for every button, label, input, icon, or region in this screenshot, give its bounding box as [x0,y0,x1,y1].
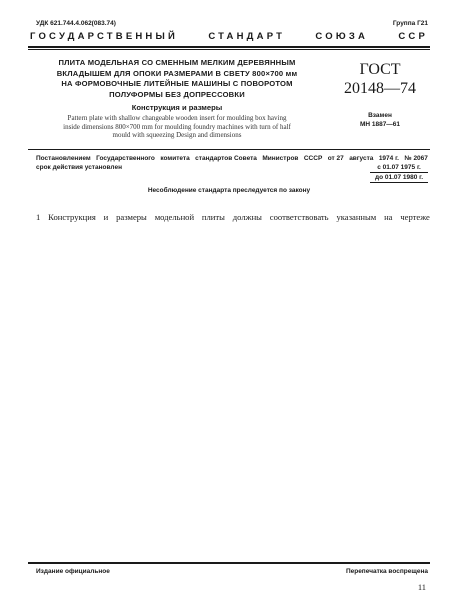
document-subtitle: Конструкция и размеры [131,103,223,112]
paragraph-word: плиты [201,212,225,222]
gost-number [332,60,428,98]
legal-notice: Несоблюдение стандарта преследуется по закону [147,187,311,194]
decree-word: Министров [262,155,299,162]
banner-word: СОЮЗА [315,31,369,42]
page-number: 11 [417,582,426,592]
decree-word: Государственного [96,155,155,162]
decree-word: СССР [303,155,323,162]
decree-word: комитета [160,155,190,162]
replaces-block [332,112,428,129]
paragraph-word: Конструкция [48,212,96,222]
replaces-value: МН 1887—61 [359,120,401,128]
english-title-line: Pattern plate with shallow changeable wooden insert for moulding box having [67,114,287,122]
state-standard-banner [30,31,428,42]
validity-end-date: до 01.07 1980 г. [370,174,428,183]
gost-code: 20148—74 [344,80,416,97]
header-rule-thick [28,46,430,48]
validity-start-date: с 01.07 1975 г. [370,164,428,173]
header-rule-thin [28,49,430,50]
paragraph-word: 1 [36,212,41,222]
decree-word: № 2067 [404,155,428,162]
paragraph-word: должны [232,212,262,222]
paragraph-word: и [103,212,109,222]
section-rule [28,149,430,150]
title-line: ПОЛУФОРМЫ БЕЗ ДОПРЕССОВКИ [109,89,245,99]
decree-word: августа [349,155,374,162]
paragraph-word: соответствовать [269,212,329,222]
group-code: Группа Г21 [392,20,428,27]
paragraph-word: модельной [154,212,195,222]
document-title [32,58,322,100]
banner-word: ССР [398,31,428,42]
replaces-label: Взамен [368,112,392,119]
paragraph-word: указанным [336,212,377,222]
paragraph-word: на [384,212,393,222]
title-line: НА ФОРМОВОЧНЫЕ ЛИТЕЙНЫЕ МАШИНЫ С ПОВОРОТОМ [61,79,293,88]
official-edition-label: Издание официальное [36,568,110,575]
title-line: ВКЛАДЫШЕМ ДЛЯ ОПОКИ РАЗМЕРАМИ В СВЕТУ 800×700 мм [56,68,298,78]
banner-word: СТАНДАРТ [208,31,286,42]
udk-code: УДК 621.744.4.062(083.74) [36,20,116,27]
title-line: ПЛИТА МОДЕЛЬНАЯ СО СМЕННЫМ МЕЛКИМ ДЕРЕВЯННЫМ [58,58,296,67]
decree-line [36,155,428,162]
decree-word: стандартов Совета [195,155,257,162]
english-title-line: mould with squeezing Design and dimensions [112,131,242,139]
decree-word: Постановлением [36,155,91,162]
gost-label: ГОСТ [359,61,401,78]
footer-rule [28,562,430,564]
english-title-line: inside dimensions 800×700 mm for moulding foundry machines with turn of half [63,122,291,131]
paragraph-word: размеры [116,212,147,222]
paragraph-1 [36,212,430,222]
validity-label: срок действия установлен [36,164,122,171]
reprint-prohibited-label: Перепечатка воспрещена [345,568,428,575]
english-title [36,114,318,140]
paragraph-word: чертеже [400,212,430,222]
decree-word: от 27 [327,155,344,162]
decree-word: 1974 г. [378,155,399,162]
banner-word: ГОСУДАРСТВЕННЫЙ [30,31,179,42]
